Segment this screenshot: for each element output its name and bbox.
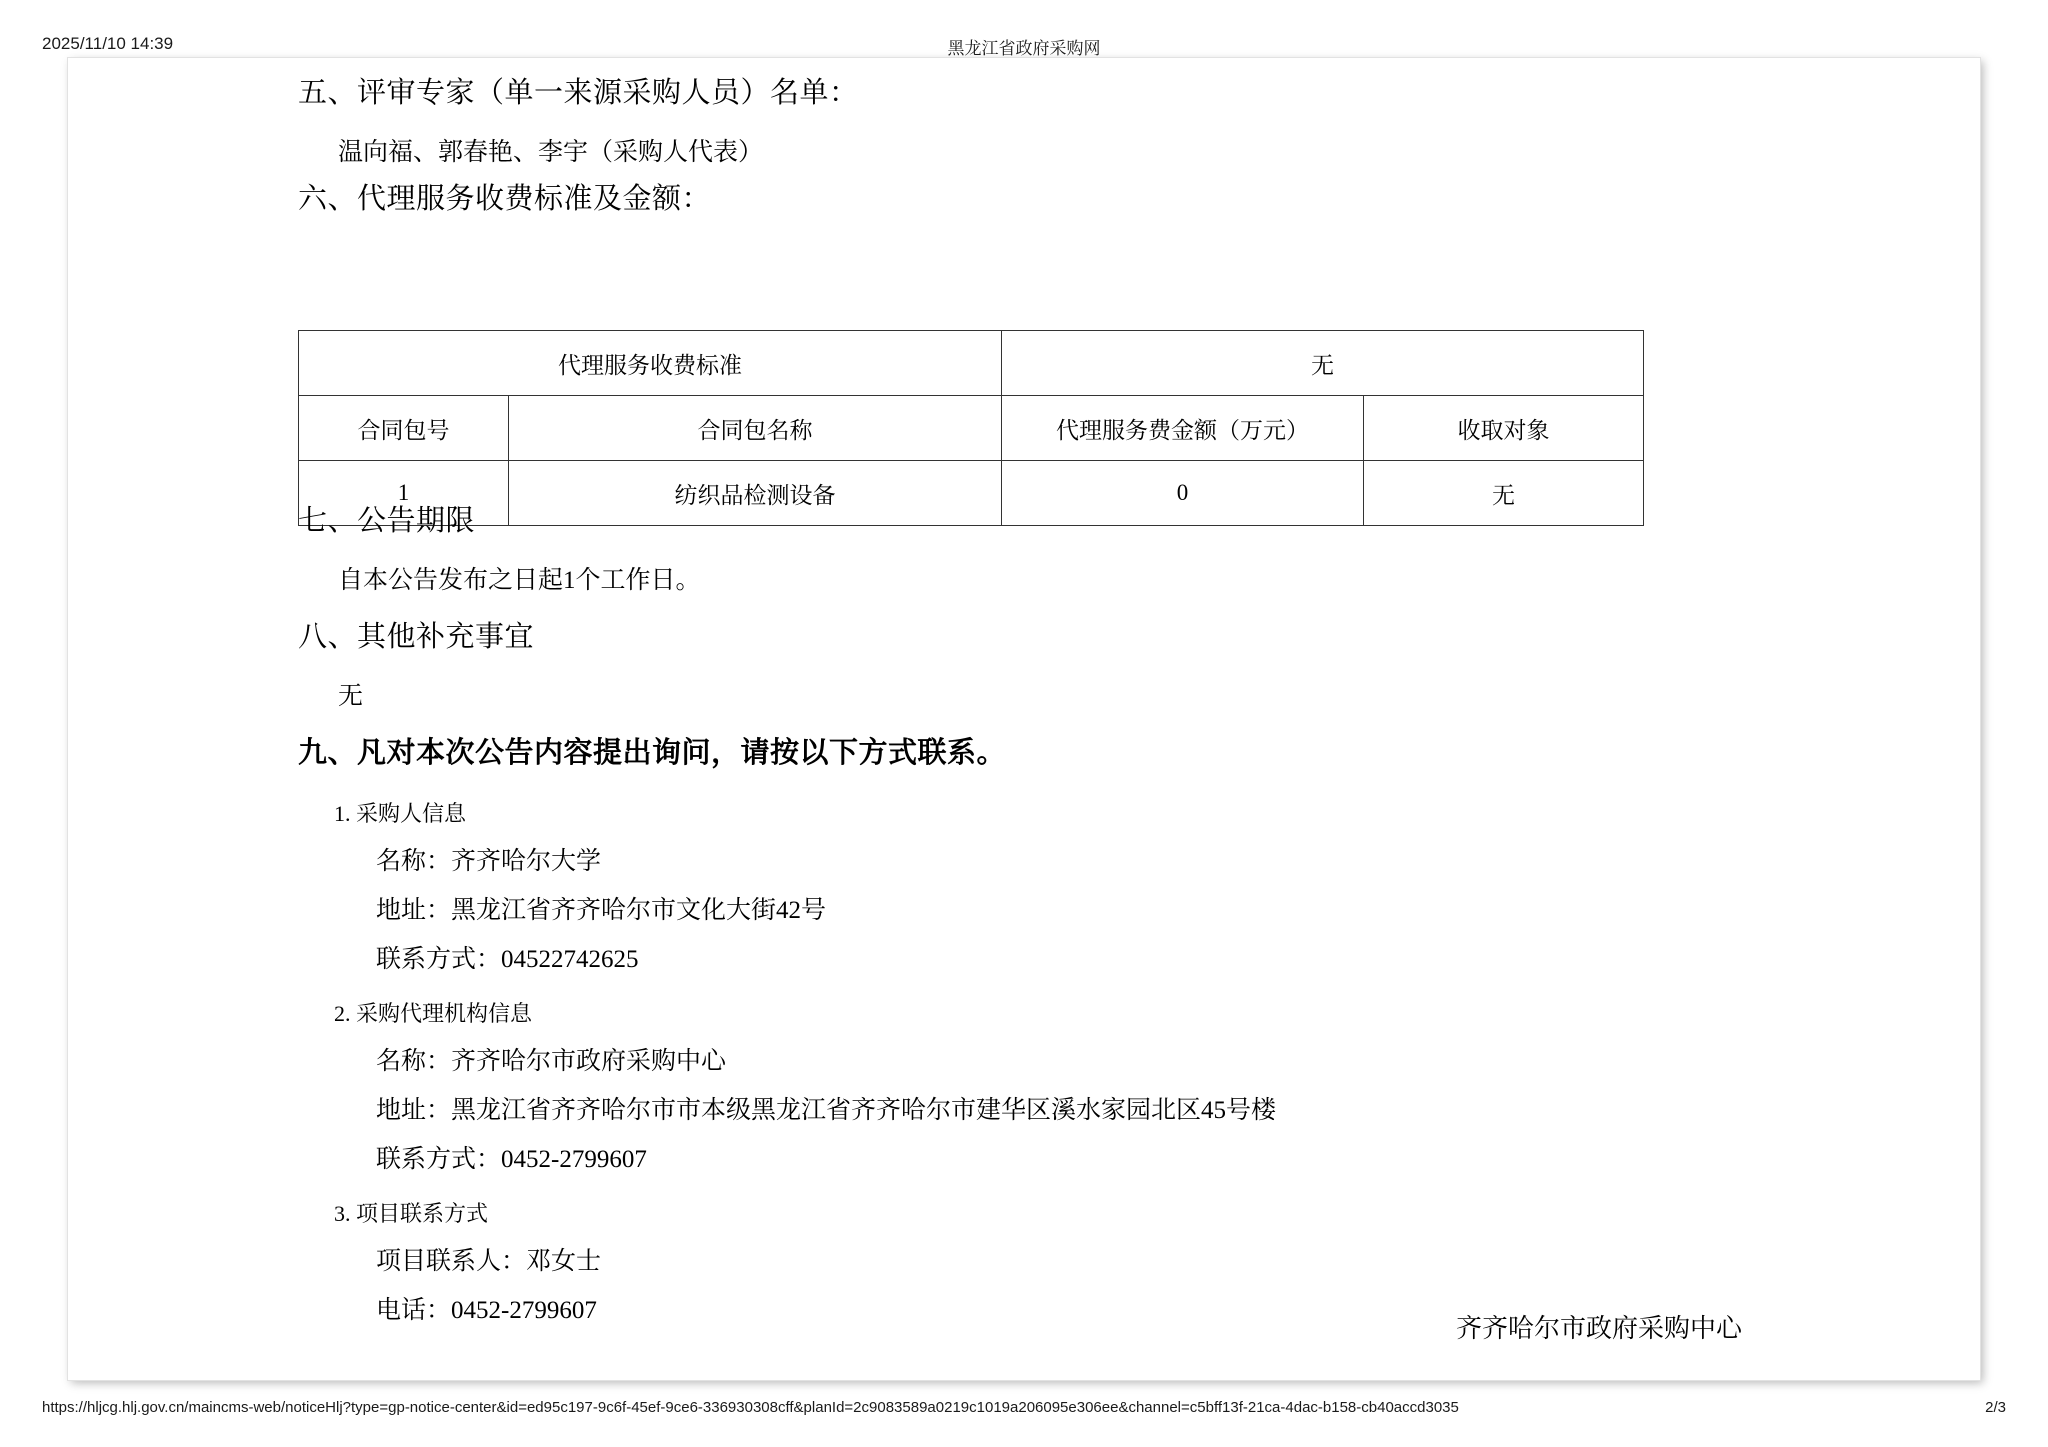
section-9	[298, 734, 1758, 1328]
purchaser-info-title: 1. 采购人信息	[334, 801, 467, 827]
section-6	[298, 180, 1698, 508]
section-8-body: 无	[338, 683, 364, 711]
document-signature: 齐齐哈尔市政府采购中心	[1455, 1314, 1742, 1343]
table-header-row	[299, 396, 1644, 461]
purchaser-name-line	[298, 844, 1758, 879]
project-contact-person-value: 邓女士	[526, 1247, 602, 1275]
project-contact-phone-label: 电话：	[376, 1296, 452, 1324]
table-row	[299, 331, 1644, 396]
purchaser-contact-label: 联系方式：	[376, 945, 502, 973]
column-header-payer: 收取对象	[1364, 396, 1644, 461]
project-contact-person-line	[298, 1244, 1758, 1279]
agency-fee-table	[298, 330, 1644, 526]
agency-info-title: 2. 采购代理机构信息	[334, 1000, 533, 1026]
project-contact-title: 3. 项目联系方式	[334, 1200, 489, 1226]
agency-address-line	[298, 1093, 1758, 1128]
cell-payer: 无	[1364, 461, 1644, 526]
fee-standard-value: 无	[1002, 331, 1644, 396]
print-site-title: 黑龙江省政府采购网	[947, 39, 1101, 58]
purchaser-contact-value: 04522742625	[501, 945, 639, 973]
agency-address-label: 地址：	[376, 1096, 452, 1124]
section-7-body: 自本公告发布之日起1个工作日。	[338, 567, 701, 595]
print-header	[0, 34, 2048, 58]
document-page	[68, 58, 1980, 1380]
section-8-heading: 八、其他补充事宜	[298, 621, 535, 653]
agency-name-label: 名称：	[376, 1047, 452, 1075]
cell-fee-amount: 0	[1002, 461, 1364, 526]
cell-package-no: 1	[299, 461, 509, 526]
column-header-fee-amount: 代理服务费金额（万元）	[1002, 396, 1364, 461]
purchaser-address-value: 黑龙江省齐齐哈尔市文化大街42号	[451, 896, 827, 924]
agency-contact-line	[298, 1142, 1758, 1177]
section-5	[298, 74, 1698, 170]
print-timestamp: 2025/11/10 14:39	[42, 34, 174, 53]
purchaser-name-value: 齐齐哈尔大学	[451, 847, 602, 875]
section-7-heading: 七、公告期限	[298, 505, 476, 537]
purchaser-name-label: 名称：	[376, 847, 452, 875]
agency-name-line	[298, 1044, 1758, 1079]
section-7	[298, 502, 1698, 598]
section-6-heading: 六、代理服务收费标准及金额：	[298, 183, 712, 215]
agency-name-value: 齐齐哈尔市政府采购中心	[451, 1047, 727, 1075]
print-source-url: https://hljcg.hlj.gov.cn/maincms-web/noticeHlj?type=gp-notice-center&id=ed95c197-9c6f-45ef-9ce6-336930308cff&planId=2c9083589a0219c1019a206095e306ee&channel=c5bff13f-21ca-4dac-b158-cb40accd3035	[42, 1399, 1459, 1416]
project-contact-phone-value: 0452-2799607	[451, 1296, 597, 1324]
purchaser-contact-line	[298, 942, 1758, 977]
print-page-number: 2/3	[1985, 1399, 2006, 1416]
column-header-package-name: 合同包名称	[509, 396, 1002, 461]
section-8	[298, 618, 1698, 714]
purchaser-address-label: 地址：	[376, 896, 452, 924]
section-5-experts: 温向福、郭春艳、李宇（采购人代表）	[338, 139, 764, 167]
section-5-heading: 五、评审专家（单一来源采购人员）名单：	[298, 77, 859, 109]
agency-info-group	[298, 999, 1758, 1177]
fee-standard-label: 代理服务收费标准	[299, 331, 1002, 396]
cell-package-name: 纺织品检测设备	[509, 461, 1002, 526]
column-header-package-no: 合同包号	[299, 396, 509, 461]
purchaser-address-line	[298, 893, 1758, 928]
project-contact-person-label: 项目联系人：	[376, 1247, 527, 1275]
agency-address-value: 黑龙江省齐齐哈尔市市本级黑龙江省齐齐哈尔市建华区溪水家园北区45号楼	[451, 1096, 1277, 1124]
agency-contact-value: 0452-2799607	[501, 1145, 647, 1173]
purchaser-info-group	[298, 799, 1758, 977]
section-9-heading: 九、凡对本次公告内容提出询问，请按以下方式联系。	[298, 737, 1007, 769]
agency-contact-label: 联系方式：	[376, 1145, 502, 1173]
print-footer	[0, 1399, 2048, 1419]
